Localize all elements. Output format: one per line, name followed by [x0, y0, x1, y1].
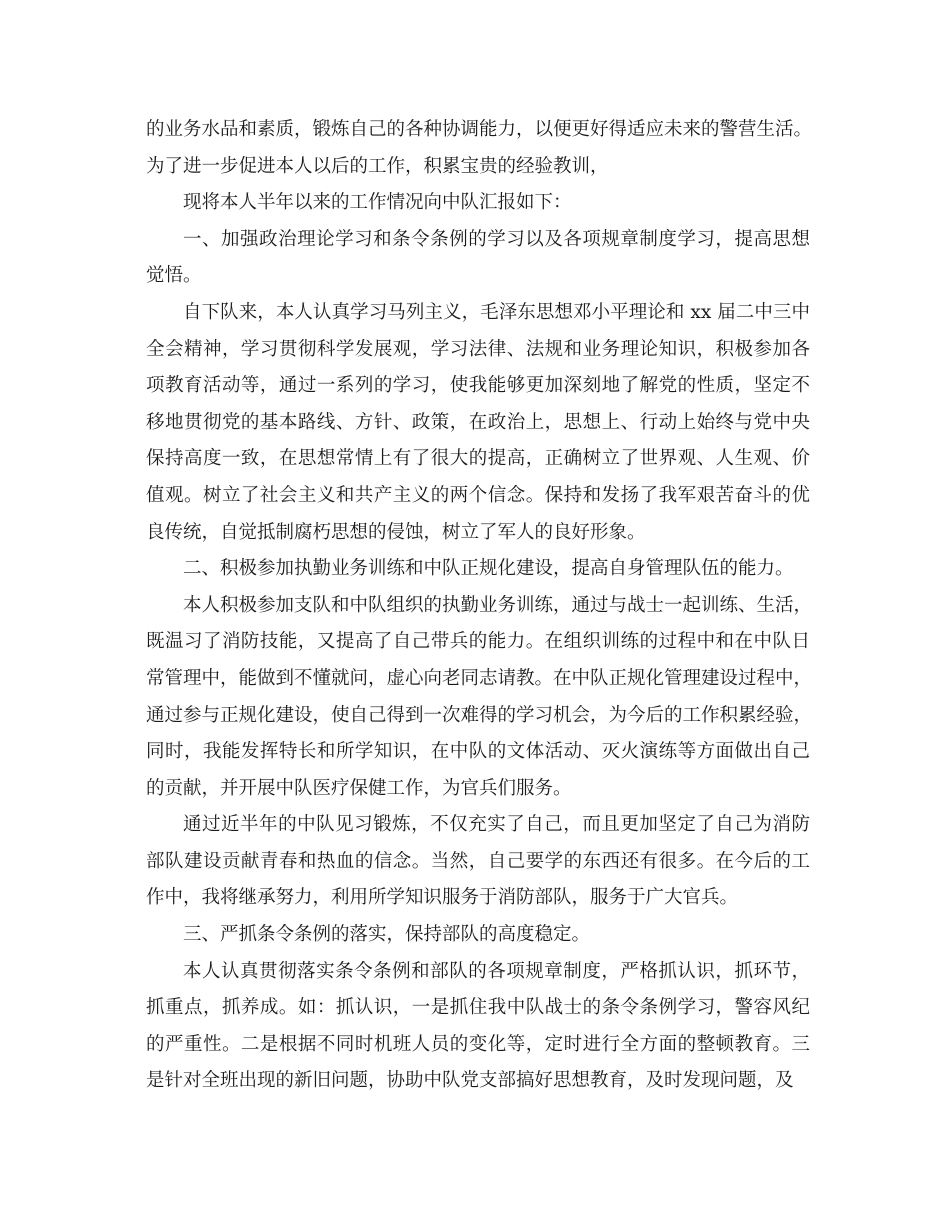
text-line: 的业务水品和素质，锻炼自己的各种协调能力，以便更好得适应未来的警营生活。 [146, 119, 813, 140]
paragraph-p6 [146, 807, 810, 917]
paragraph-p8 [146, 954, 810, 1100]
text-line: 本人认真贯彻落实条令条例和部队的各项规章制度，严格抓认识，抓环节， [183, 960, 810, 982]
text-line: 良传统，自觉抵制腐朽思想的侵蚀，树立了军人的良好形象。 [146, 521, 646, 543]
text-line: 二、积极参加执勤业务训练和中队正规化建设，提高自身管理队伍的能力。 [183, 558, 794, 580]
paragraph-p3 [146, 295, 810, 551]
text-line: 移地贯彻党的基本路线、方针、政策，在政治上，思想上、行动上始终与党中央 [146, 411, 810, 433]
text-line: 觉悟。 [146, 265, 202, 287]
text-line: 保持高度一致，在思想常情上有了很大的提高，正确树立了世界观、人生观、价 [146, 448, 810, 470]
paragraph-p4 [146, 551, 810, 588]
text-line: 同时，我能发挥特长和所学知识，在中队的文体活动、灭火演练等方面做出自己 [146, 741, 810, 763]
text-line: 本人积极参加支队和中队组织的执勤业务训练，通过与战士一起训练、生活， [183, 594, 813, 616]
text-line: 项教育活动等，通过一系列的学习，使我能够更加深刻地了解党的性质，坚定不 [146, 375, 810, 397]
text-line: 值观。树立了社会主义和共产主义的两个信念。保持和发扬了我军艰苦奋斗的优 [146, 484, 810, 506]
text-line: 常管理中，能做到不懂就问，虚心向老同志请教。在中队正规化管理建设过程中， [146, 667, 813, 689]
text-line: 抓重点，抓养成。如：抓认识，一是抓住我中队战士的条令条例学习，警容风纪 [146, 997, 810, 1019]
text-line: 全会精神，学习贯彻科学发展观，学习法律、法规和业务理论知识，积极参加各 [146, 338, 810, 360]
text-line: 三、严抓条令条例的落实，保持部队的高度稳定。 [183, 924, 591, 946]
text-line: 作中，我将继承努力，利用所学知识服务于消防部队，服务于广大官兵。 [146, 887, 739, 909]
paragraph-p1 [146, 185, 810, 222]
text-line: 的严重性。二是根据不同时机班人员的变化等，定时进行全方面的整顿教育。三 [146, 1033, 810, 1055]
document-body [146, 112, 813, 1100]
paragraph-p2 [146, 222, 810, 295]
text-line: 通过参与正规化建设，使自己得到一次难得的学习机会，为今后的工作积累经验， [146, 704, 813, 726]
text-line: 现将本人半年以来的工作情况向中队汇报如下： [183, 192, 572, 214]
text-line: 通过近半年的中队见习锻炼，不仅充实了自己，而且更加坚定了自己为消防 [183, 814, 810, 836]
text-line: 为了进一步促进本人以后的工作，积累宝贵的经验教训， [146, 155, 609, 177]
paragraph-p0 [146, 112, 813, 185]
text-line: 一、加强政治理论学习和条令条例的学习以及各项规章制度学习，提高思想 [183, 228, 810, 250]
paragraph-p7 [146, 917, 810, 954]
text-line: 的贡献，并开展中队医疗保健工作，为官兵们服务。 [146, 777, 572, 799]
text-line: 是针对全班出现的新旧问题，协助中队党支部搞好思想教育，及时发现问题，及 [146, 1070, 794, 1092]
text-line: 既温习了消防技能，又提高了自己带兵的能力。在组织训练的过程中和在中队日 [146, 631, 810, 653]
text-line: 自下队来，本人认真学习马列主义，毛泽东思想邓小平理论和 xx 届二中三中 [183, 301, 810, 323]
paragraph-p5 [146, 588, 813, 808]
text-line: 部队建设贡献青春和热血的信念。当然，自己要学的东西还有很多。在今后的工 [146, 850, 810, 872]
